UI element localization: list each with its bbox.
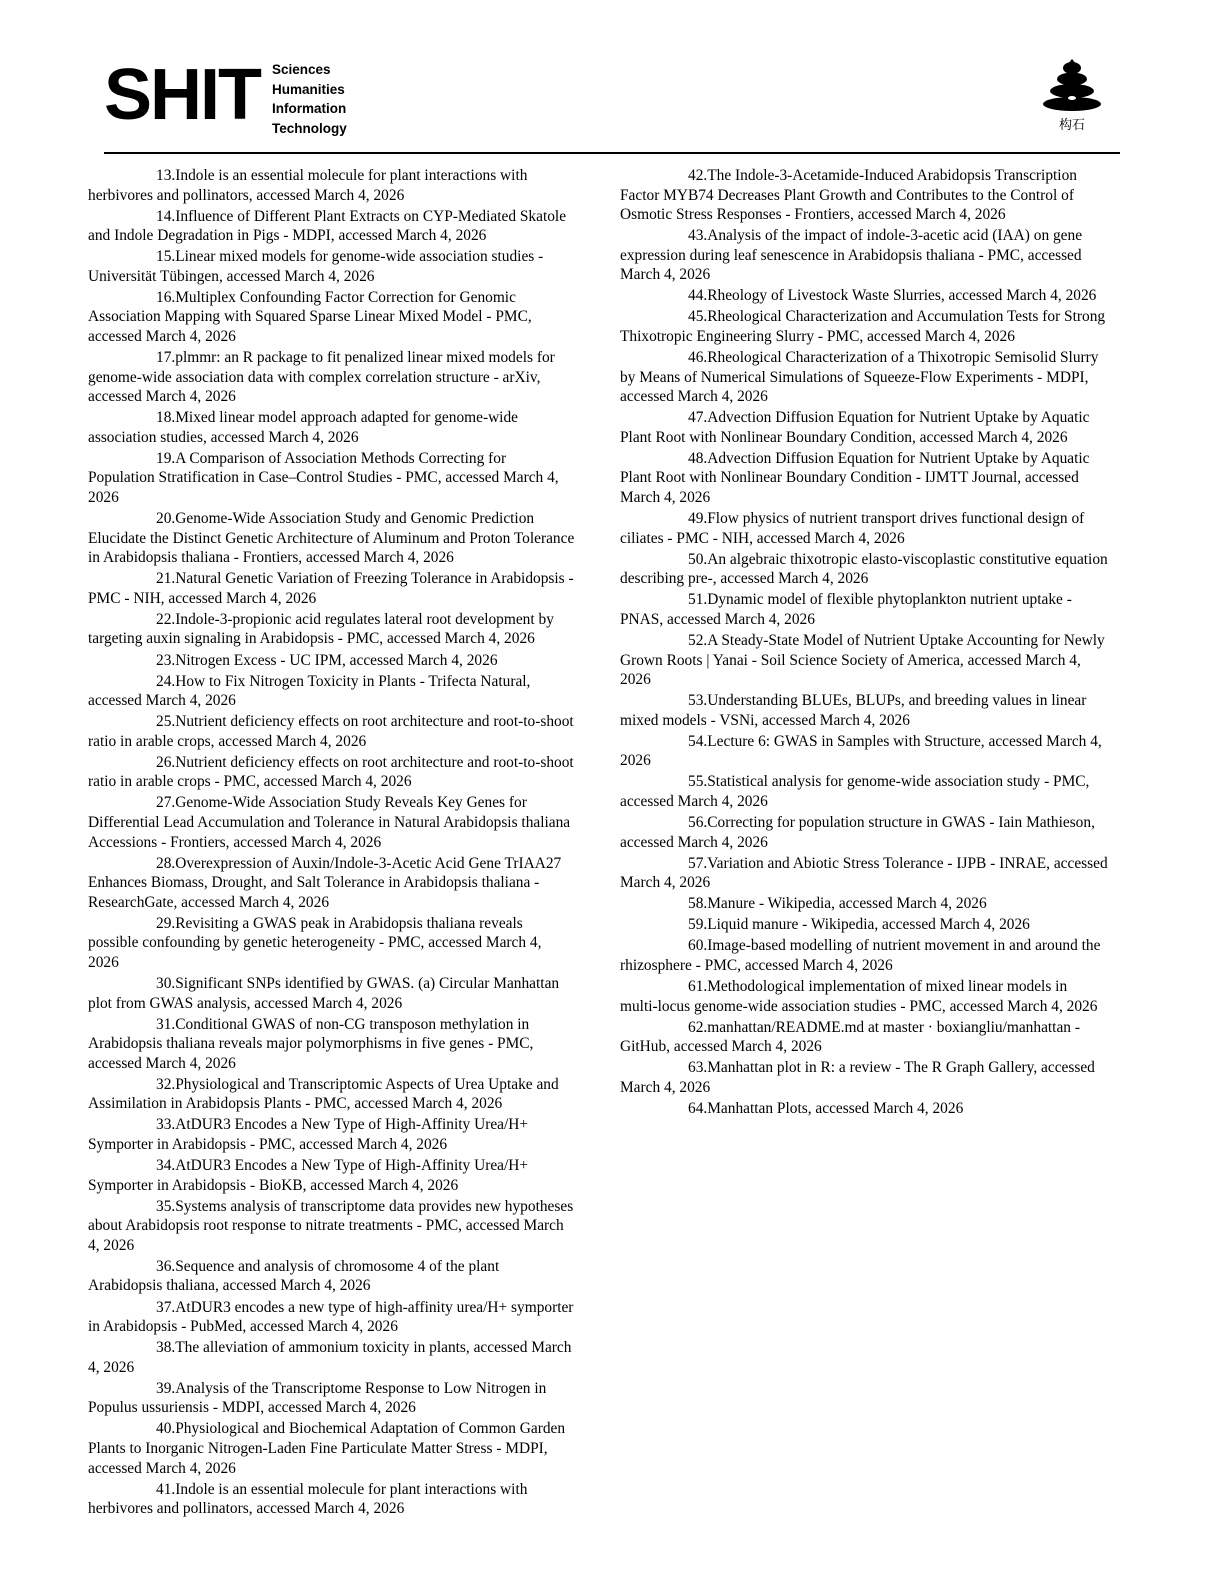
reference-text: Revisiting a GWAS peak in Arabidopsis thaliana reveals possible confounding by genetic heterogeneity - PMC, accessed March 4, 2026 xyxy=(88,914,542,971)
logo-expansion-line-4: Technology xyxy=(272,120,347,136)
reference-number: 50. xyxy=(688,550,708,568)
reference-entry xyxy=(88,569,576,608)
reference-text: Statistical analysis for genome-wide association study - PMC, accessed March 4, 2026 xyxy=(620,773,1090,810)
reference-entry xyxy=(620,1099,1108,1119)
publisher-mark xyxy=(1024,58,1120,133)
reference-number: 43. xyxy=(688,227,708,245)
reference-entry xyxy=(620,915,1108,935)
reference-entry xyxy=(620,449,1108,508)
reference-entry xyxy=(88,247,576,286)
reference-text: Nutrient deficiency effects on root architecture and root-to-shoot ratio in arable crops, accessed March 4, 2026 xyxy=(88,713,574,750)
reference-entry xyxy=(88,672,576,711)
brand-logo xyxy=(104,52,347,138)
reference-entry xyxy=(88,1015,576,1074)
reference-entry xyxy=(620,166,1108,225)
reference-number: 23. xyxy=(156,651,176,669)
reference-number: 26. xyxy=(156,753,176,771)
reference-entry xyxy=(88,1338,576,1377)
reference-number: 31. xyxy=(156,1015,176,1033)
reference-number: 16. xyxy=(156,288,176,306)
reference-number: 19. xyxy=(156,449,176,467)
reference-text: The Indole-3-Acetamide-Induced Arabidopsis Transcription Factor MYB74 Decreases Plant Growth and Contributes to the Control of Osmotic Stress Responses - Frontiers, accessed March 4, 2026 xyxy=(620,167,1077,224)
reference-text: Overexpression of Auxin/Indole-3-Acetic Acid Gene TrIAA27 Enhances Biomass, Drought, and Salt Tolerance in Arabidopsis thaliana - ResearchGate, accessed March 4, 2026 xyxy=(88,854,562,911)
logo-expansion-line-3: Information xyxy=(272,101,347,117)
reference-number: 20. xyxy=(156,510,176,528)
reference-text: Dynamic model of flexible phytoplankton nutrient uptake - PNAS, accessed March 4, 2026 xyxy=(620,591,1072,628)
reference-text: Influence of Different Plant Extracts on CYP-Mediated Skatole and Indole Degradation in Pigs - MDPI, accessed March 4, 2026 xyxy=(88,207,567,245)
reference-text: Rheology of Livestock Waste Slurries, accessed March 4, 2026 xyxy=(707,287,1097,305)
reference-text: AtDUR3 Encodes a New Type of High-Affinity Urea/H+ Symporter in Arabidopsis - PMC, accessed March 4, 2026 xyxy=(88,1116,529,1153)
reference-entry xyxy=(620,590,1108,629)
reference-entry xyxy=(620,977,1108,1016)
logo-expansion-line-1: Sciences xyxy=(272,62,331,77)
reference-number: 46. xyxy=(688,349,708,367)
logo-wordmark: SHIT xyxy=(104,54,261,135)
reference-entry xyxy=(620,226,1108,285)
reference-entry xyxy=(88,1115,576,1154)
reference-number: 35. xyxy=(156,1197,176,1215)
reference-number: 42. xyxy=(688,167,708,184)
reference-text: Lecture 6: GWAS in Samples with Structure, accessed March 4, 2026 xyxy=(620,732,1102,770)
reference-number: 40. xyxy=(156,1420,176,1438)
reference-text: A Steady-State Model of Nutrient Uptake Accounting for Newly Grown Roots | Yanai - Soil Science Society of America, accessed March 4, 2026 xyxy=(620,631,1105,689)
reference-number: 45. xyxy=(688,308,708,326)
reference-number: 51. xyxy=(688,591,708,609)
reference-text: Significant SNPs identified by GWAS. (a) Circular Manhattan plot from GWAS analysis, accessed March 4, 2026 xyxy=(88,975,560,1012)
reference-number: 49. xyxy=(688,510,708,528)
reference-number: 24. xyxy=(156,672,176,690)
reference-entry xyxy=(88,610,576,649)
reference-text: Natural Genetic Variation of Freezing Tolerance in Arabidopsis - PMC - NIH, accessed March 4, 2026 xyxy=(88,570,574,607)
reference-entry xyxy=(620,936,1108,975)
reference-entry xyxy=(620,691,1108,730)
reference-column-right xyxy=(620,166,1108,1520)
reference-text: AtDUR3 encodes a new type of high-affinity urea/H+ symporter in Arabidopsis - PubMed, accessed March 4, 2026 xyxy=(88,1298,574,1336)
reference-entry xyxy=(88,712,576,751)
reference-text: Liquid manure - Wikipedia, accessed March 4, 2026 xyxy=(707,916,1030,934)
reference-entry xyxy=(88,348,576,407)
reference-entry xyxy=(620,813,1108,852)
reference-number: 21. xyxy=(156,570,176,588)
logo-expansion xyxy=(272,52,347,138)
publisher-mark-text: 构石 xyxy=(1058,118,1085,133)
reference-entry xyxy=(88,1379,576,1418)
reference-text: Physiological and Biochemical Adaptation of Common Garden Plants to Inorganic Nitrogen-Laden Fine Particulate Matter Stress - MDPI, accessed March 4, 2026 xyxy=(88,1420,566,1477)
reference-entry xyxy=(88,1075,576,1114)
reference-entry xyxy=(88,793,576,852)
reference-entry xyxy=(620,772,1108,811)
reference-text: A Comparison of Association Methods Correcting for Population Stratification in Case–Control Studies - PMC, accessed March 4, 2026 xyxy=(88,449,559,506)
reference-number: 32. xyxy=(156,1075,176,1093)
reference-entry xyxy=(620,1018,1108,1057)
reference-text: Indole is an essential molecule for plant interactions with herbivores and pollinators, accessed March 4, 2026 xyxy=(88,1480,528,1518)
reference-entry xyxy=(88,1480,576,1519)
reference-text: Analysis of the Transcriptome Response to Low Nitrogen in Populus ussuriensis - MDPI, accessed March 4, 2026 xyxy=(88,1379,547,1417)
reference-text: Variation and Abiotic Stress Tolerance - IJPB - INRAE, accessed March 4, 2026 xyxy=(620,854,1108,892)
reference-entry xyxy=(88,1419,576,1478)
reference-entry xyxy=(88,753,576,792)
reference-entry xyxy=(88,449,576,508)
reference-number: 29. xyxy=(156,914,176,932)
reference-number: 56. xyxy=(688,814,708,831)
reference-text: Physiological and Transcriptomic Aspects of Urea Uptake and Assimilation in Arabidopsis Plants - PMC, accessed March 4, 2026 xyxy=(88,1075,559,1113)
reference-text: Rheological Characterization of a Thixotropic Semisolid Slurry by Means of Numerical Simulations of Squeeze-Flow Experiments - MDPI, accessed March 4, 2026 xyxy=(620,349,1099,406)
reference-number: 41. xyxy=(156,1480,176,1498)
reference-entry xyxy=(88,651,576,671)
reference-number: 44. xyxy=(688,287,708,305)
reference-entry xyxy=(620,550,1108,589)
reference-number: 47. xyxy=(688,409,708,427)
reference-number: 13. xyxy=(156,167,176,184)
reference-text: Understanding BLUEs, BLUPs, and breeding values in linear mixed models - VSNi, accessed March 4, 2026 xyxy=(620,692,1087,729)
reference-text: How to Fix Nitrogen Toxicity in Plants - Trifecta Natural, accessed March 4, 2026 xyxy=(88,672,531,710)
reference-number: 53. xyxy=(688,692,708,710)
reference-text: Mixed linear model approach adapted for genome-wide association studies, accessed March 4, 2026 xyxy=(88,409,518,446)
reference-number: 61. xyxy=(688,978,708,995)
reference-text: Flow physics of nutrient transport drives functional design of ciliates - PMC - NIH, accessed March 4, 2026 xyxy=(620,510,1085,547)
logo-expansion-line-2: Humanities xyxy=(272,81,345,97)
reference-number: 14. xyxy=(156,207,176,225)
reference-entry xyxy=(620,286,1108,306)
reference-number: 60. xyxy=(688,937,708,955)
reference-text: Indole is an essential molecule for plant interactions with herbivores and pollinators, accessed March 4, 2026 xyxy=(88,167,528,204)
reference-number: 30. xyxy=(156,975,176,992)
reference-number: 48. xyxy=(688,449,708,467)
reference-text: An algebraic thixotropic elasto-viscoplastic constitutive equation describing pre-, accessed March 4, 2026 xyxy=(620,550,1108,588)
reference-text: manhattan/README.md at master · boxiangliu/manhattan - GitHub, accessed March 4, 2026 xyxy=(620,1018,1080,1056)
reference-column-left xyxy=(88,166,576,1520)
reference-number: 58. xyxy=(688,895,708,913)
reference-entry xyxy=(620,732,1108,771)
reference-text: Multiplex Confounding Factor Correction for Genomic Association Mapping with Squared Sparse Linear Mixed Model - PMC, accessed March 4, 2026 xyxy=(88,288,532,345)
reference-number: 27. xyxy=(156,794,176,812)
reference-number: 25. xyxy=(156,713,176,731)
reference-number: 28. xyxy=(156,854,176,872)
reference-entry xyxy=(88,1156,576,1195)
reference-entry xyxy=(88,1197,576,1256)
reference-number: 55. xyxy=(688,773,708,791)
reference-entry xyxy=(620,307,1108,346)
reference-entry xyxy=(620,1058,1108,1097)
reference-text: Conditional GWAS of non-CG transposon methylation in Arabidopsis thaliana reveals major polymorphisms in five genes - PMC, accessed March 4, 2026 xyxy=(88,1015,534,1072)
reference-text: Methodological implementation of mixed linear models in multi-locus genome-wide association studies - PMC, accessed March 4, 2026 xyxy=(620,978,1098,1015)
reference-entry xyxy=(88,166,576,205)
reference-number: 36. xyxy=(156,1257,176,1275)
reference-text: Manure - Wikipedia, accessed March 4, 2026 xyxy=(707,895,987,913)
reference-text: Advection Diffusion Equation for Nutrient Uptake by Aquatic Plant Root with Nonlinear Boundary Condition - IJMTT Journal, accessed March 4, 2026 xyxy=(620,449,1090,506)
reference-text: Nutrient deficiency effects on root architecture and root-to-shoot ratio in arable crops - PMC, accessed March 4, 2026 xyxy=(88,753,574,791)
reference-text: Correcting for population structure in GWAS - Iain Mathieson, accessed March 4, 2026 xyxy=(620,814,1095,851)
reference-entry xyxy=(620,631,1108,690)
reference-number: 63. xyxy=(688,1059,708,1077)
reference-entry xyxy=(620,854,1108,893)
reference-entry xyxy=(88,1298,576,1337)
reference-text: Genome-Wide Association Study and Genomic Prediction Elucidate the Distinct Genetic Architecture of Aluminum and Proton Tolerance in Arabidopsis thaliana - Frontiers, accessed March 4, 2026 xyxy=(88,510,575,567)
reference-number: 37. xyxy=(156,1298,176,1316)
page-header xyxy=(104,52,1120,144)
reference-number: 52. xyxy=(688,631,708,649)
reference-text: Advection Diffusion Equation for Nutrient Uptake by Aquatic Plant Root with Nonlinear Boundary Condition, accessed March 4, 2026 xyxy=(620,409,1090,446)
reference-number: 39. xyxy=(156,1379,176,1397)
reference-entry xyxy=(88,974,576,1013)
reference-text: AtDUR3 Encodes a New Type of High-Affinity Urea/H+ Symporter in Arabidopsis - BioKB, accessed March 4, 2026 xyxy=(88,1157,529,1194)
reference-text: Image-based modelling of nutrient movement in and around the rhizosphere - PMC, accessed March 4, 2026 xyxy=(620,937,1101,974)
reference-text: Genome-Wide Association Study Reveals Key Genes for Differential Lead Accumulation and Tolerance in Natural Arabidopsis thaliana Accessions - Frontiers, accessed March 4, 2026 xyxy=(88,794,571,851)
reference-number: 57. xyxy=(688,854,708,872)
reference-number: 54. xyxy=(688,732,708,750)
reference-entry xyxy=(88,288,576,347)
reference-text: The alleviation of ammonium toxicity in plants, accessed March 4, 2026 xyxy=(88,1339,572,1376)
reference-number: 59. xyxy=(688,916,708,934)
reference-entry xyxy=(88,914,576,973)
reference-number: 15. xyxy=(156,248,176,266)
reference-entry xyxy=(620,894,1108,914)
header-divider xyxy=(104,152,1120,154)
stacked-stones-icon xyxy=(1024,58,1120,112)
reference-number: 18. xyxy=(156,409,176,427)
reference-number: 64. xyxy=(688,1099,708,1117)
reference-number: 22. xyxy=(156,610,176,628)
reference-text: Rheological Characterization and Accumulation Tests for Strong Thixotropic Engineering Slurry - PMC, accessed March 4, 2026 xyxy=(620,308,1106,345)
reference-text: Analysis of the impact of indole-3-acetic acid (IAA) on gene expression during leaf senescence in Arabidopsis thaliana - PMC, accessed March 4, 2026 xyxy=(620,227,1083,284)
reference-text: Sequence and analysis of chromosome 4 of the plant Arabidopsis thaliana, accessed March 4, 2026 xyxy=(88,1257,500,1295)
reference-entry xyxy=(620,509,1108,548)
reference-entry xyxy=(620,348,1108,407)
reference-entry xyxy=(88,854,576,913)
reference-number: 33. xyxy=(156,1116,176,1134)
reference-text: Linear mixed models for genome-wide association studies - Universität Tübingen, accessed March 4, 2026 xyxy=(88,248,544,285)
reference-number: 38. xyxy=(156,1339,176,1357)
reference-text: Systems analysis of transcriptome data provides new hypotheses about Arabidopsis root response to nitrate treatments - PMC, accessed March 4, 2026 xyxy=(88,1197,574,1254)
reference-entry xyxy=(620,408,1108,447)
reference-entry xyxy=(88,408,576,447)
reference-text: Indole-3-propionic acid regulates lateral root development by targeting auxin signaling in Arabidopsis - PMC, accessed March 4, 2026 xyxy=(88,610,554,648)
reference-entry xyxy=(88,207,576,246)
reference-text: plmmr: an R package to fit penalized linear mixed models for genome-wide association data with complex correlation structure - arXiv, accessed March 4, 2026 xyxy=(88,349,555,406)
reference-text: Manhattan plot in R: a review - The R Graph Gallery, accessed March 4, 2026 xyxy=(620,1059,1095,1096)
reference-list xyxy=(88,166,1136,1520)
reference-number: 17. xyxy=(156,349,176,367)
reference-text: Manhattan Plots, accessed March 4, 2026 xyxy=(707,1099,964,1117)
reference-number: 34. xyxy=(156,1157,176,1175)
reference-entry xyxy=(88,1257,576,1296)
reference-number: 62. xyxy=(688,1018,708,1036)
reference-text: Nitrogen Excess - UC IPM, accessed March 4, 2026 xyxy=(175,651,498,669)
reference-entry xyxy=(88,509,576,568)
